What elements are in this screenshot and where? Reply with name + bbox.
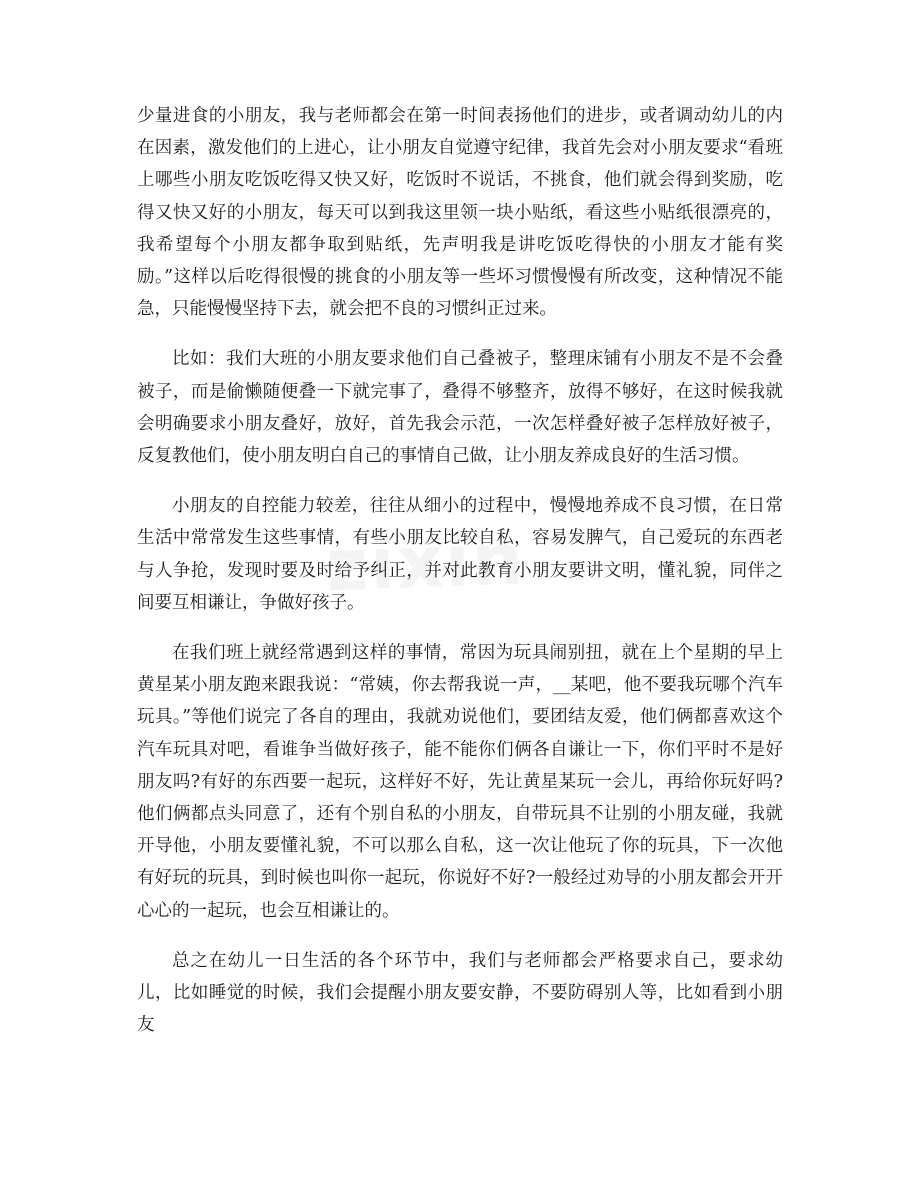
paragraph-4: 在我们班上就经常遇到这样的事情，常因为玩具闹别扭，就在上个星期的早上黄星某小朋友跑来跟我说：“常姨，你去帮我说一声，__某吧，他不要我玩哪个汽车玩具。”等他们说完了各自的理由，我就劝说他们，要团结友爱，他们俩都喜欢这个汽车玩具对吧，看谁争当做好孩子，能不能你们俩各自谦让一下，你们平时不是好朋友吗?有好的东西要一起玩，这样好不好，先让黄星某玩一会儿，再给你玩好吗?他们俩都点头同意了，还有个别自私的小朋友，自带玩具不让别的小朋友碰，我就开导他，小朋友要懂礼貌，不可以那么自私，这一次让他玩了你的玩具，下一次他有好玩的玩具，到时候也叫你一起玩，你说好不好?一般经过劝导的小朋友都会开开心心的一起玩，也会互相谦让的。 <box>137 643 783 921</box>
paragraph-3: 小朋友的自控能力较差，往往从细小的过程中，慢慢地养成不良习惯，在日常生活中常常发生这些事情，有些小朋友比较自私，容易发脾气，自己爱玩的东西老与人争抢，发现时要及时给予纠正，并对此教育小朋友要讲文明，懂礼貌，同伴之间要互相谦让，争做好孩子。 <box>137 496 783 613</box>
paragraph-5: 总之在幼儿一日生活的各个环节中，我们与老师都会严格要求自己，要求幼儿，比如睡觉的时候，我们会提醒小朋友要安静，不要防碍别人等，比如看到小朋友 <box>137 950 783 1036</box>
paragraph-2: 比如：我们大班的小朋友要求他们自己叠被子，整理床铺有小朋友不是不会叠被子，而是偷懒随便叠一下就完事了，叠得不够整齐，放得不够好，在这时候我就会明确要求小朋友叠好，放好，首先我会示范，一次怎样叠好被子怎样放好被子，反复教他们，使小朋友明白自己的事情自己做，让小朋友养成良好的生活习惯。 <box>137 349 783 467</box>
document-body <box>137 100 783 1059</box>
paragraph-1: 少量进食的小朋友，我与老师都会在第一时间表扬他们的进步，或者调动幼儿的内在因素，激发他们的上进心，让小朋友自觉遵守纪律，我首先会对小朋友要求“看班上哪些小朋友吃饭吃得又快又好，吃饭时不说话，不挑食，他们就会得到奖励，吃得又快又好的小朋友，每天可以到我这里领一块小贴纸，看这些小贴纸很漂亮的，我希望每个小朋友都争取到贴纸，先声明我是讲吃饭吃得快的小朋友才能有奖励。”这样以后吃得很慢的挑食的小朋友等一些坏习惯慢慢有所改变，这种情况不能急，只能慢慢坚持下去，就会把不良的习惯纠正过来。 <box>137 106 783 320</box>
